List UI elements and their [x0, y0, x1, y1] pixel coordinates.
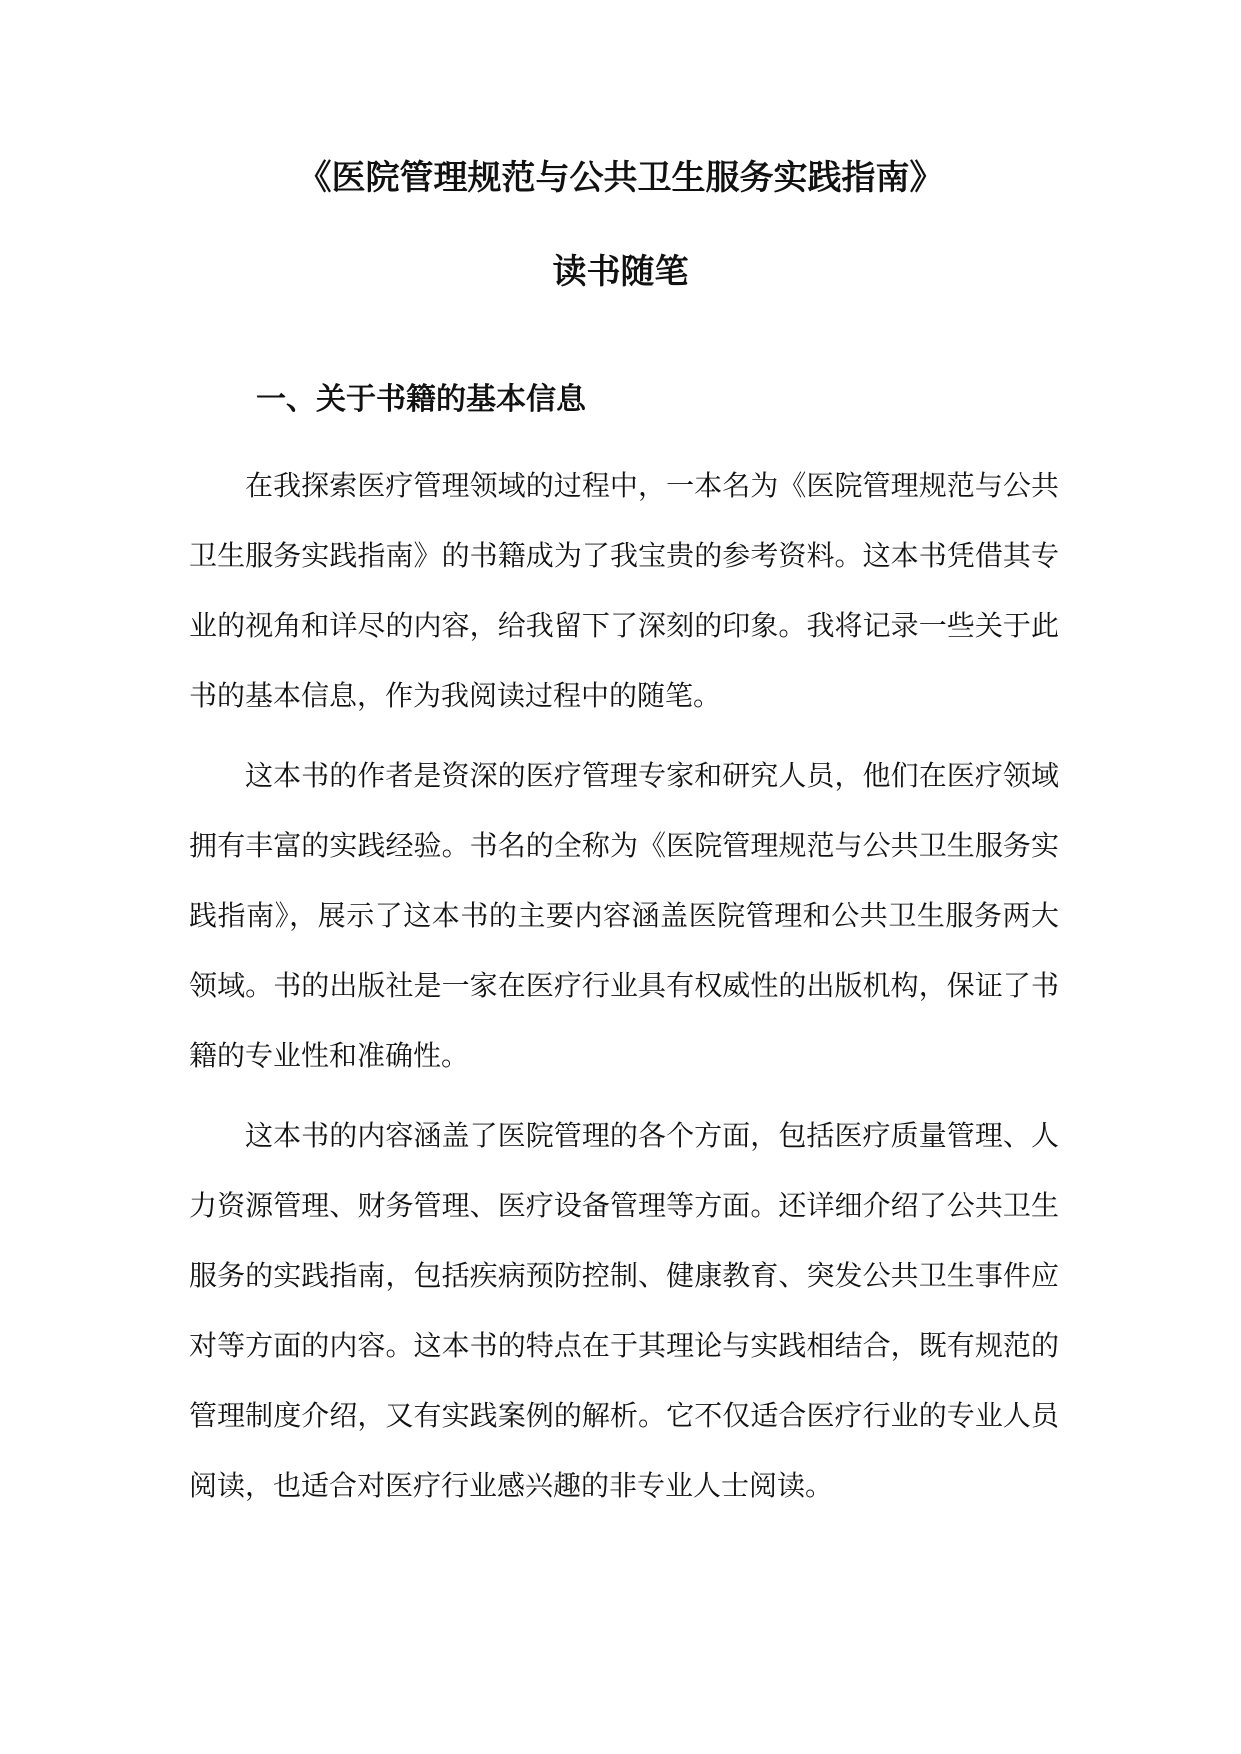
- document-title: 《医院管理规范与公共卫生服务实践指南》: [297, 158, 944, 198]
- paragraph-3: 这本书的内容涵盖了医院管理的各个方面，包括医疗质量管理、人力资源管理、财务管理、医疗设备管理等方面。还详细介绍了公共卫生服务的实践指南，包括疾病预防控制、健康教育、突发公共卫生事件应对等方面的内容。这本书的特点在于其理论与实践相结合，既有规范的管理制度介绍，又有实践案例的解析。它不仅适合医疗行业的专业人员阅读，也适合对医疗行业感兴趣的非专业人士阅读。: [189, 1119, 1059, 1502]
- paragraph-1: 在我探索医疗管理领域的过程中，一本名为《医院管理规范与公共卫生服务实践指南》的书籍成为了我宝贵的参考资料。这本书凭借其专业的视角和详尽的内容，给我留下了深刻的印象。我将记录一些关于此书的基本信息，作为我阅读过程中的随笔。: [189, 469, 1059, 712]
- paragraph-2: 这本书的作者是资深的医疗管理专家和研究人员，他们在医疗领域拥有丰富的实践经验。书名的全称为《医院管理规范与公共卫生服务实践指南》，展示了这本书的主要内容涵盖医院管理和公共卫生服务两大领域。书的出版社是一家在医疗行业具有权威性的出版机构，保证了书籍的专业性和准确性。: [189, 759, 1059, 1072]
- section-heading: 一、关于书籍的基本信息: [256, 382, 586, 417]
- document-subtitle: 读书随笔: [552, 252, 689, 292]
